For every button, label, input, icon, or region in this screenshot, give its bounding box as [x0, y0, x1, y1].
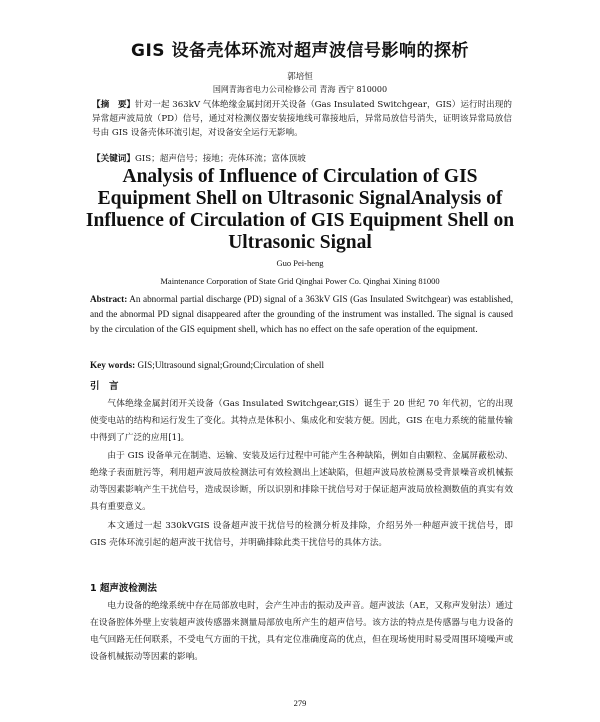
section-heading-1: 1 超声波检测法 [90, 583, 157, 594]
page-number: 279 [293, 698, 307, 708]
section-1-paragraph-1: 电力设备的绝缘系统中存在局部放电时，会产生冲击的振动及声音。超声波法（AE，又称声发射法）通过在设备腔体外壁上安装超声波传感器来测量局部放电所产生的超声信号。该方法的特点是传感器与电力设备的电气回路无任何联系，不受电气方面的干扰，具有定位准确度高的优点，但在现场使用时易受周围环境噪声或设备机械振动等因素的影响。 [90, 601, 513, 662]
keywords-zh-label: 【关键词】 [92, 154, 135, 164]
keywords-en-text: GIS;Ultrasound signal;Ground;Circulation of shell [135, 360, 325, 370]
section-heading-intro: 引 言 [90, 381, 119, 392]
title-en: Analysis of Influence of Circulation of GIS Equipment Shell on Ultrasonic SignalAnalysis of Influence of Circulation of GIS Equipment Shell on Ultrasonic Signal [85, 166, 515, 253]
keywords-zh-text: GIS；超声信号；接地；壳体环流；富体顶坡 [134, 154, 306, 164]
abstract-zh-label: 【摘 要】 [92, 100, 136, 110]
affiliation-en: Maintenance Corporation of State Grid Qinghai Power Co. Qinghai Xining 81000 [160, 276, 440, 286]
abstract-zh [92, 98, 512, 140]
abstract-en-label: Abstract: [90, 294, 128, 304]
title-zh: GIS 设备壳体环流对超声波信号影响的探析 [131, 41, 469, 61]
keywords-zh [92, 152, 512, 166]
author-en: Guo Pei-heng [276, 258, 324, 268]
abstract-en-text: An abnormal partial discharge (PD) signal of a 363kV GIS (Gas Insulated Switchgear) was established, and the abnormal PD signal disappeared after the grounding of the instrument was installed. The signal is caused by the circulation of the GIS equipment shell, which has no effect on the safe operation of the equipment. [90, 294, 513, 334]
abstract-zh-text: 针对一起 363kV 气体绝缘金属封闭开关设备（Gas Insulated Switchgear，GIS）运行时出现的异常超声波局放（PD）信号，通过对检测仪器安装接地线可靠接地后，异常局放信号消失，证明该异常局放信号由 GIS 设备壳体环流引起，对设备安全运行无影响。 [92, 100, 512, 138]
keywords-en-label: Key words: [90, 360, 136, 370]
intro-paragraph-1: 气体绝缘金属封闭开关设备（Gas Insulated Switchgear,GIS）诞生于 20 世纪 70 年代初，它的出现使变电站的结构和运行发生了变化。其特点是体积小、集成化和安装方便。因此，GIS 在电力系统的能量传输中得到了广泛的应用[1]。 [90, 399, 513, 443]
keywords-en [90, 358, 513, 372]
author-zh: 郭培恒 [287, 72, 313, 82]
intro-paragraph-2: 由于 GIS 设备单元在制造、运输、安装及运行过程中可能产生各种缺陷，例如自由颗粒、金属屏蔽松动、绝缘子表面脏污等，利用超声波局放检测法可有效检测出上述缺陷，但超声波局放检测易受背景噪音或机械振动等因素影响产生干扰信号，造成误诊断，所以识别和排除干扰信号对于保证超声波局放检测数值的真实有效具有重要意义。 [90, 451, 513, 512]
affiliation-zh: 国网青海省电力公司检修公司 青海 西宁 810000 [212, 85, 388, 94]
abstract-en [90, 292, 513, 337]
intro-paragraph-3: 本文通过一起 330kVGIS 设备超声波干扰信号的检测分析及排除，介绍另外一种超声波干扰信号，即 GIS 壳体环流引起的超声波干扰信号，并明确排除此类干扰信号的具体方法。 [90, 521, 513, 548]
